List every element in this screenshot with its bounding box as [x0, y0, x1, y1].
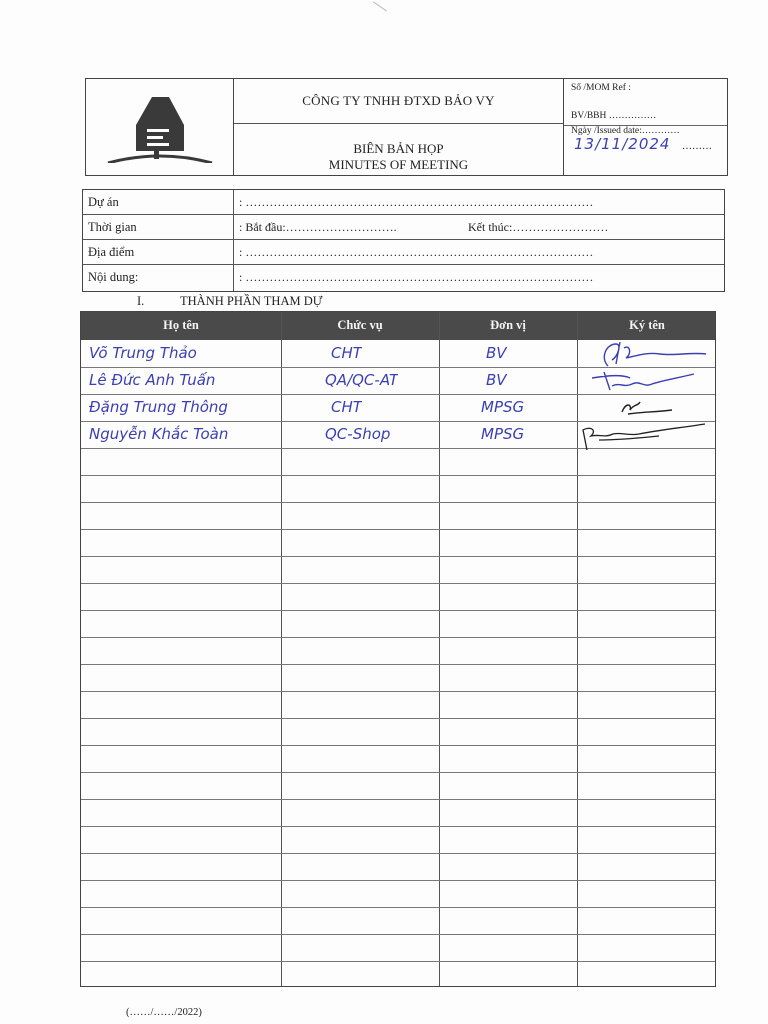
row-3-unit: MPSG — [481, 398, 525, 416]
table-header — [81, 312, 715, 340]
info-row-content — [83, 265, 724, 291]
table-row — [81, 502, 715, 503]
company-logo-cell — [86, 79, 234, 175]
table-row — [81, 583, 715, 584]
document-title — [234, 141, 563, 173]
table-row — [81, 799, 715, 800]
row-3-name: Đặng Trung Thông — [89, 398, 228, 416]
row-3-position: CHT — [331, 398, 362, 416]
info-separator — [233, 265, 234, 291]
info-separator — [233, 215, 234, 239]
signature-2-icon — [586, 368, 714, 396]
table-row — [81, 907, 715, 908]
column-divider — [577, 312, 578, 986]
time-start: : Bắt đầu:………………………. — [239, 220, 397, 234]
issued-date-label: Ngày /Issued date:………… — [571, 126, 680, 136]
signature-4-icon — [579, 420, 713, 456]
document-header — [85, 78, 728, 176]
row-2-unit: BV — [486, 371, 507, 389]
row-2-position: QA/QC-AT — [325, 371, 399, 389]
content-value: : …………………………………………………………………………… — [239, 270, 594, 284]
row-1-position: CHT — [331, 344, 362, 362]
issued-date-dots: ……… — [682, 141, 712, 152]
footer-date: (……/……/2022) — [126, 1007, 202, 1018]
table-row — [81, 637, 715, 638]
reference-cell — [564, 79, 727, 175]
row-1-unit: BV — [486, 344, 507, 362]
time-label: Thời gian — [88, 220, 137, 234]
header-divider — [234, 123, 563, 124]
header-position: Chức vụ — [337, 318, 383, 332]
row-4-position: QC-Shop — [325, 425, 391, 443]
attendance-table — [80, 311, 716, 987]
signature-3-icon — [586, 396, 714, 422]
table-row — [81, 934, 715, 935]
table-row — [81, 772, 715, 773]
project-value: : …………………………………………………………………………… — [239, 195, 594, 209]
row-2-name: Lê Đức Anh Tuấn — [89, 371, 216, 389]
table-row — [81, 664, 715, 665]
header-unit: Đơn vị — [490, 318, 526, 332]
row-4-unit: MPSG — [481, 425, 525, 443]
table-row — [81, 880, 715, 881]
company-title-cell — [234, 79, 564, 175]
ref-label: Số /MOM Ref : — [571, 83, 631, 93]
company-name: CÔNG TY TNHH ĐTXD BẢO VY — [302, 93, 495, 108]
column-divider — [439, 312, 440, 986]
meeting-info-box — [82, 189, 725, 292]
section-heading: THÀNH PHẦN THAM DỰ — [180, 294, 323, 308]
info-row-time — [83, 215, 724, 240]
table-row — [81, 691, 715, 692]
location-value: : …………………………………………………………………………… — [239, 245, 594, 259]
time-end: Kết thúc:…………………… — [468, 220, 609, 234]
table-row — [81, 853, 715, 854]
info-row-location — [83, 240, 724, 265]
info-separator — [233, 240, 234, 264]
header-signature: Ký tên — [629, 318, 665, 332]
table-row — [81, 961, 715, 962]
header-name: Họ tên — [163, 318, 199, 332]
scan-artifact — [373, 2, 387, 12]
signature-1-icon — [586, 340, 714, 370]
issued-date-handwritten: 13/11/2024 — [574, 135, 671, 153]
column-divider — [281, 312, 282, 986]
table-row — [81, 556, 715, 557]
ref-code: BV/BBH …………… — [571, 111, 657, 121]
table-row — [81, 718, 715, 719]
info-row-project — [83, 190, 724, 215]
project-label: Dự án — [88, 195, 119, 209]
document-title-vi: BIÊN BẢN HỌP — [353, 141, 444, 156]
row-1-name: Võ Trung Thảo — [89, 344, 197, 362]
content-label: Nội dung: — [88, 270, 139, 284]
table-row — [81, 745, 715, 746]
table-row — [81, 529, 715, 530]
section-number: I. — [137, 294, 145, 308]
table-row — [81, 610, 715, 611]
document-title-en: MINUTES OF MEETING — [328, 157, 469, 172]
section-title — [137, 294, 322, 309]
table-row — [81, 475, 715, 476]
location-label: Địa điểm — [88, 245, 135, 259]
info-separator — [233, 190, 234, 214]
row-4-name: Nguyễn Khắc Toàn — [89, 425, 229, 443]
house-logo-icon — [106, 91, 214, 163]
table-row — [81, 826, 715, 827]
